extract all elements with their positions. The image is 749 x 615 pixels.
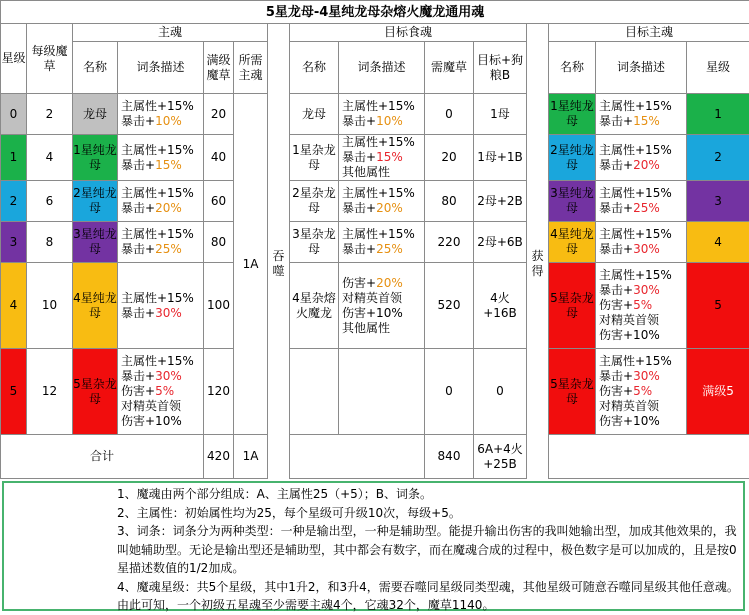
food-desc-cell (339, 263, 425, 349)
target-star-cell: 4 (687, 222, 749, 263)
desc-line: 主属性+15% (342, 227, 415, 241)
header-full-grass: 满级魔草 (204, 42, 234, 94)
header-need-main: 所需主魂 (234, 42, 268, 94)
desc-line: 主属性+15% (121, 227, 194, 241)
main-name-cell: 5星杂龙母 (73, 349, 118, 435)
desc-value: 20% (155, 201, 182, 215)
note-line: 2、主属性：初始属性均为25，每个星级可升级10次，每级+5。 (117, 504, 744, 523)
desc-line: 暴击+ (342, 242, 376, 256)
target-name-cell: 2星纯龙母 (549, 135, 596, 181)
target-star-cell: 满级5 (687, 349, 749, 435)
desc-line: 伤害+ (342, 276, 376, 290)
target-desc-cell (596, 349, 687, 435)
table-row (1, 222, 749, 263)
header-target-star: 星级 (687, 42, 749, 94)
target-desc-cell (596, 222, 687, 263)
star-cell: 3 (1, 222, 27, 263)
desc-value: 20% (376, 201, 403, 215)
section-target-main: 目标主魂 (549, 24, 749, 42)
devour-spacer-top (268, 24, 290, 94)
desc-value: 30% (633, 283, 660, 297)
note-line: 1、魔魂由两个部分组成：A、主属性25（+5）；B、词条。 (117, 485, 744, 504)
desc-line: 伤害+ (599, 384, 633, 398)
total-full-grass: 420 (204, 435, 234, 479)
desc-value: 5% (155, 384, 174, 398)
dog-cell: 1母+1B (474, 135, 527, 181)
desc-value: 20% (633, 158, 660, 172)
main-name-cell: 2星纯龙母 (73, 181, 118, 222)
food-name-cell: 4星杂熔火魔龙 (290, 263, 339, 349)
desc-line: 主属性+15% (599, 227, 672, 241)
desc-line: 主属性+15% (342, 99, 415, 113)
desc-line: 主属性+15% (599, 268, 672, 282)
desc-line: 对精英首领 (342, 291, 402, 305)
desc-value: 25% (633, 201, 660, 215)
total-need-main: 1A (234, 435, 268, 479)
desc-line: 主属性+15% (121, 143, 194, 157)
table-row (1, 263, 749, 349)
full-grass-cell: 20 (204, 94, 234, 135)
total-dog: 6A+4火+25B (474, 435, 527, 479)
star-cell: 0 (1, 94, 27, 135)
total-row (1, 435, 749, 479)
total-target-blank (549, 435, 749, 479)
grass-cell: 12 (27, 349, 73, 435)
total-grass: 840 (425, 435, 474, 479)
desc-line: 主属性+15% (599, 143, 672, 157)
target-star-cell: 1 (687, 94, 749, 135)
dog-cell: 2母+2B (474, 181, 527, 222)
main-desc-cell (118, 222, 204, 263)
main-desc-cell (118, 263, 204, 349)
food-name-cell: 龙母 (290, 94, 339, 135)
desc-value: 25% (376, 242, 403, 256)
desc-line: 对精英首领 (121, 399, 181, 413)
desc-value: 30% (155, 306, 182, 320)
target-name-cell: 4星纯龙母 (549, 222, 596, 263)
header-per-level-grass: 每级魔草 (27, 24, 73, 94)
star-cell: 2 (1, 181, 27, 222)
target-star-cell: 2 (687, 135, 749, 181)
main-name-cell: 龙母 (73, 94, 118, 135)
desc-line: 主属性+15% (599, 186, 672, 200)
food-desc-cell (339, 135, 425, 181)
star-cell: 1 (1, 135, 27, 181)
header-target-dog: 目标+狗粮B (474, 42, 527, 94)
desc-value: 15% (376, 150, 403, 164)
desc-line: 伤害+10% (342, 306, 403, 320)
target-star-cell: 5 (687, 263, 749, 349)
desc-line: 主属性+15% (121, 354, 194, 368)
desc-line: 暴击+ (121, 242, 155, 256)
need-grass-cell: 0 (425, 94, 474, 135)
main-desc-cell (118, 181, 204, 222)
target-desc-cell (596, 94, 687, 135)
food-name-cell: 3星杂龙母 (290, 222, 339, 263)
grass-cell: 2 (27, 94, 73, 135)
desc-value: 10% (376, 114, 403, 128)
section-target-food: 目标食魂 (290, 24, 527, 42)
desc-value: 25% (155, 242, 182, 256)
desc-line: 暴击+ (342, 114, 376, 128)
header-food-desc: 词条描述 (339, 42, 425, 94)
devour-spacer-bottom (268, 435, 290, 479)
header-target-name: 名称 (549, 42, 596, 94)
food-name-cell: 1星杂龙母 (290, 135, 339, 181)
desc-line: 暴击+ (599, 158, 633, 172)
desc-line: 对精英首领 (599, 399, 659, 413)
devour-text: 吞噬 (272, 249, 284, 278)
desc-line: 暴击+ (599, 369, 633, 383)
star-cell: 5 (1, 349, 27, 435)
devour-label (268, 94, 290, 435)
need-grass-cell: 80 (425, 181, 474, 222)
target-desc-cell (596, 181, 687, 222)
main-name-cell: 4星纯龙母 (73, 263, 118, 349)
header-star-level: 星级 (1, 24, 27, 94)
grass-cell: 4 (27, 135, 73, 181)
header-target-desc: 词条描述 (596, 42, 687, 94)
table-row (1, 349, 749, 435)
star-cell: 4 (1, 263, 27, 349)
desc-value: 5% (633, 298, 652, 312)
grass-cell: 8 (27, 222, 73, 263)
desc-line: 暴击+ (599, 242, 633, 256)
header-name: 名称 (73, 42, 118, 94)
section-main-soul: 主魂 (73, 24, 268, 42)
desc-line: 伤害+ (121, 384, 155, 398)
full-grass-cell: 80 (204, 222, 234, 263)
desc-line: 伤害+ (599, 298, 633, 312)
total-label: 合计 (1, 435, 204, 479)
target-name-cell: 1星纯龙母 (549, 94, 596, 135)
main-desc-cell (118, 135, 204, 181)
desc-line: 其他属性 (342, 165, 390, 179)
need-grass-cell: 220 (425, 222, 474, 263)
desc-line: 对精英首领 (599, 313, 659, 327)
obtain-label (527, 94, 549, 435)
header-desc: 词条描述 (118, 42, 204, 94)
need-grass-cell: 20 (425, 135, 474, 181)
target-name-cell: 5星杂龙母 (549, 263, 596, 349)
desc-value: 30% (155, 369, 182, 383)
obtain-spacer-bottom (527, 435, 549, 479)
notes-box (2, 481, 745, 611)
header-food-name: 名称 (290, 42, 339, 94)
dog-cell: 1母 (474, 94, 527, 135)
main-name-cell: 3星纯龙母 (73, 222, 118, 263)
sheet-title: 5星龙母-4星纯龙母杂熔火魔龙通用魂 (1, 1, 749, 24)
desc-value: 15% (633, 114, 660, 128)
dog-cell: 2母+6B (474, 222, 527, 263)
table-row (1, 181, 749, 222)
desc-value: 30% (633, 369, 660, 383)
target-star-cell: 3 (687, 181, 749, 222)
desc-line: 暴击+ (342, 150, 376, 164)
desc-line: 暴击+ (121, 201, 155, 215)
desc-line: 主属性+15% (342, 135, 415, 149)
desc-line: 主属性+15% (121, 99, 194, 113)
food-desc-cell (339, 222, 425, 263)
desc-value: 20% (376, 276, 403, 290)
desc-value: 15% (155, 158, 182, 172)
food-desc-cell (339, 349, 425, 435)
desc-line: 主属性+15% (121, 186, 194, 200)
desc-line: 暴击+ (121, 306, 155, 320)
desc-line: 主属性+15% (121, 291, 194, 305)
need-grass-cell: 520 (425, 263, 474, 349)
dog-cell: 4火+16B (474, 263, 527, 349)
target-desc-cell (596, 263, 687, 349)
desc-line: 伤害+10% (121, 414, 182, 428)
desc-line: 其他属性 (342, 321, 390, 335)
main-name-cell: 1星纯龙母 (73, 135, 118, 181)
full-grass-cell: 40 (204, 135, 234, 181)
full-grass-cell: 60 (204, 181, 234, 222)
food-name-cell: 2星杂龙母 (290, 181, 339, 222)
food-desc-cell (339, 94, 425, 135)
obtain-spacer-top (527, 24, 549, 94)
desc-line: 暴击+ (121, 114, 155, 128)
desc-line: 伤害+10% (599, 414, 660, 428)
desc-line: 伤害+10% (599, 328, 660, 342)
notes-content (117, 485, 744, 615)
main-desc-cell (118, 349, 204, 435)
desc-line: 暴击+ (121, 158, 155, 172)
obtain-text: 获得 (531, 249, 543, 278)
need-main-cell: 1A (234, 94, 268, 435)
desc-line: 暴击+ (599, 201, 633, 215)
desc-line: 暴击+ (599, 114, 633, 128)
need-grass-cell: 0 (425, 349, 474, 435)
note-line: 4、魔魂星级：共5个星级，其中1升2，和3升4，需要吞噬同星级同类型魂，其他星级可随意吞噬同星级其他任意魂。由此可知，一个初级五星魂至少需要主魂4个，它魂32个，魔草1140。 (117, 578, 744, 615)
table-row (1, 135, 749, 181)
total-food-blank (290, 435, 425, 479)
desc-line: 暴击+ (121, 369, 155, 383)
dog-cell: 0 (474, 349, 527, 435)
desc-line: 暴击+ (599, 283, 633, 297)
full-grass-cell: 100 (204, 263, 234, 349)
desc-line: 暴击+ (342, 201, 376, 215)
table-row (1, 94, 749, 135)
target-name-cell: 5星杂龙母 (549, 349, 596, 435)
target-name-cell: 3星纯龙母 (549, 181, 596, 222)
desc-line: 主属性+15% (599, 354, 672, 368)
grass-cell: 10 (27, 263, 73, 349)
desc-value: 10% (155, 114, 182, 128)
grass-cell: 6 (27, 181, 73, 222)
desc-line: 主属性+15% (599, 99, 672, 113)
main-desc-cell (118, 94, 204, 135)
desc-value: 5% (633, 384, 652, 398)
food-name-cell (290, 349, 339, 435)
note-line: 3、词条：词条分为两种类型：一种是输出型，一种是辅助型。能提升输出伤害的我叫她输出型，加成其他效果的，我叫她辅助型。无论是输出型还是辅助型，其中都会有数字，而在魔魂合成的过程中，极色数字是可以加成的，且是按0星描述数值的1/2加成。 (117, 522, 744, 578)
desc-value: 30% (633, 242, 660, 256)
full-grass-cell: 120 (204, 349, 234, 435)
target-desc-cell (596, 135, 687, 181)
desc-line: 主属性+15% (342, 186, 415, 200)
header-need-grass: 需魔草 (425, 42, 474, 94)
food-desc-cell (339, 181, 425, 222)
